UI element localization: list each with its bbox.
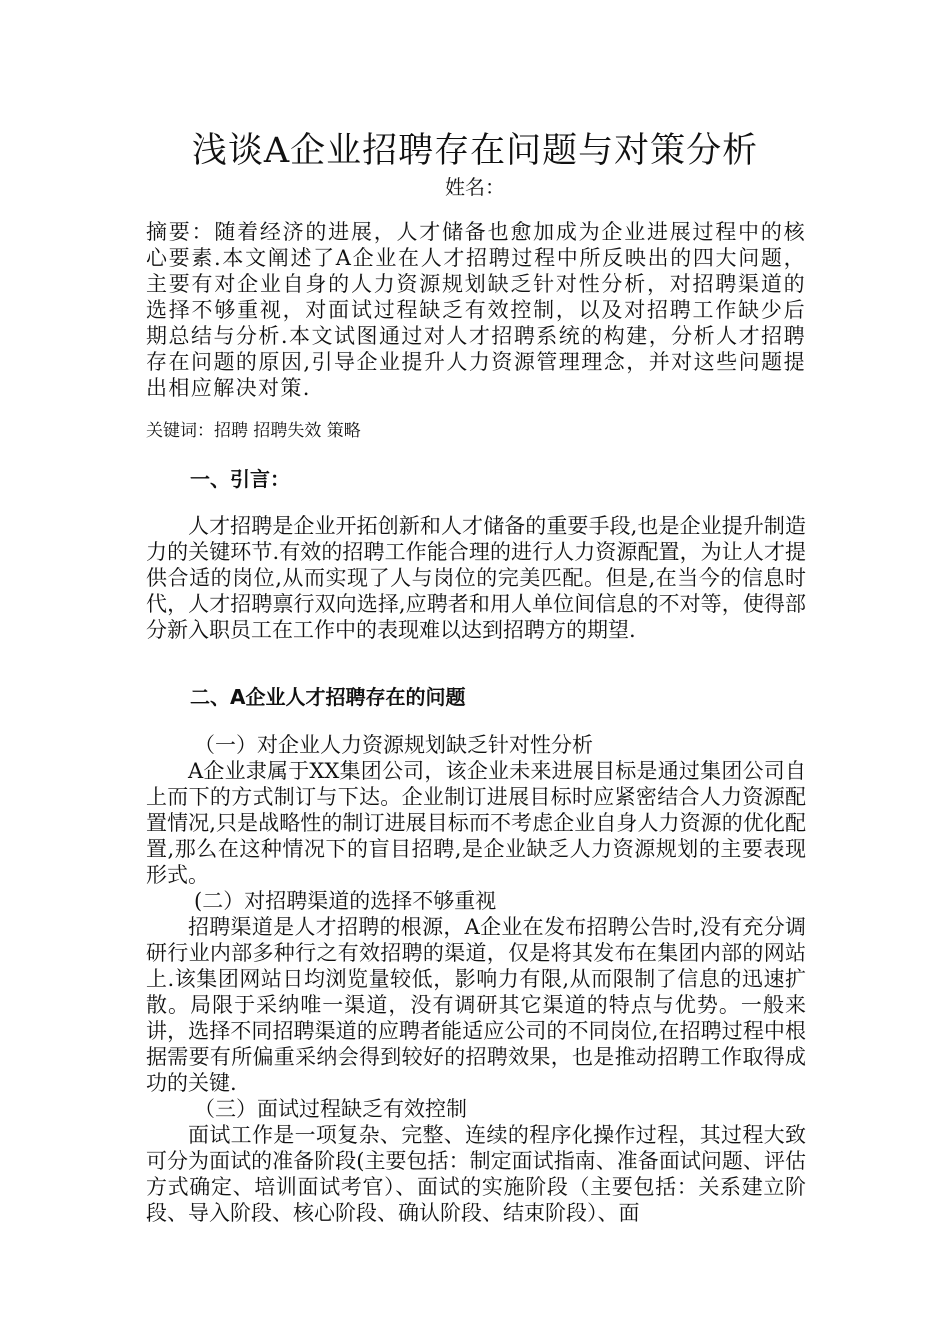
subsection-paragraph-interview-control: 面试工作是一项复杂、完整、连续的程序化操作过程，其过程大致可分为面试的准备阶段(主要包括：制定面试指南、准备面试问题、评估方式确定、培训面试考官）、面试的实施阶段（主要包括：关系建立阶段、导入阶段、核心阶段、确认阶段、结束阶段）、面	[146, 1123, 806, 1225]
subsection-paragraph-recruit-channels: 招聘渠道是人才招聘的根源，A企业在发布招聘公告时,没有充分调研行业内部多种行之有效招聘的渠道，仅是将其发布在集团内部的网站上.该集团网站日均浏览量较低，影响力有限,从而限制了信息的迅速扩散。局限于采纳唯一渠道，没有调研其它渠道的特点与优势。一般来讲，选择不同招聘渠道的应聘者能适应公司的不同岗位,在招聘过程中根据需要有所偏重采纳会得到较好的招聘效果，也是推动招聘工作取得成功的关键.	[146, 915, 806, 1095]
subsection-title-recruit-channels: (二）对招聘渠道的选择不够重视	[194, 889, 497, 913]
abstract-paragraph: 摘要：随着经济的进展，人才储备也愈加成为企业进展过程中的核心要素.本文阐述了A企业在人才招聘过程中所反映出的四大问题，主要有对企业自身的人力资源规划缺乏针对性分析，对招聘渠道的选择不够重视，对面试过程缺乏有效控制，以及对招聘工作缺少后期总结与分析.本文试图通过对人才招聘系统的构建，分析人才招聘存在问题的原因,引导企业提升人力资源管理理念，并对这些问题提出相应解决对策.	[146, 220, 806, 400]
problems-section-body	[146, 732, 806, 1226]
author-line: 姓名：	[445, 175, 505, 199]
document-title: 浅谈A企业招聘存在问题与对策分析	[191, 131, 759, 171]
subsection-paragraph-hr-planning: A企业隶属于XX集团公司，该企业未来进展目标是通过集团公司自上而下的方式制订与下达。企业制订进展目标时应紧密结合人力资源配置情况,只是战略性的制订进展目标而不考虑企业自身人力资源的优化配置,那么在这种情况下的盲目招聘,是企业缺乏人力资源规划的主要表现形式。	[146, 759, 806, 887]
subsection-title-interview-control: （三）面试过程缺乏有效控制	[194, 1097, 467, 1121]
section-heading-introduction: 一、引言：	[190, 467, 290, 491]
keywords-line: 关键词：招聘 招聘失效 策略	[146, 421, 361, 441]
introduction-paragraph: 人才招聘是企业开拓创新和人才储备的重要手段,也是企业提升制造力的关键环节.有效的招聘工作能合理的进行人力资源配置，为让人才提供合适的岗位,从而实现了人与岗位的完美匹配。但是,在当今的信息时代，人才招聘禀行双向选择,应聘者和用人单位间信息的不对等，使得部分新入职员工在工作中的表现难以达到招聘方的期望.	[146, 514, 806, 642]
section-heading-problems: 二、A企业人才招聘存在的问题	[190, 685, 466, 709]
subsection-title-hr-planning: （一）对企业人力资源规划缺乏针对性分析	[194, 733, 593, 757]
